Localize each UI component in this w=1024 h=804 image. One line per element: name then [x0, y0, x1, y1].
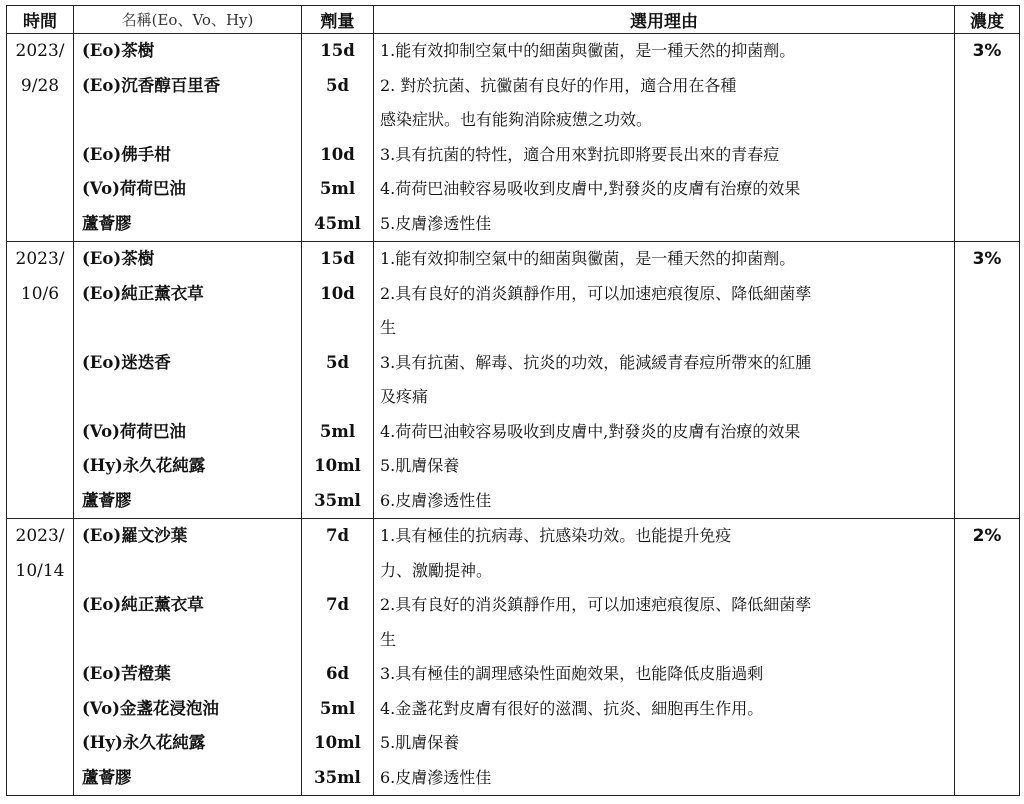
spacer-line: [74, 311, 301, 346]
ingredient-name: (Vo)金盞花浸泡油: [82, 698, 219, 718]
reason-line: 生: [380, 629, 397, 649]
ingredient-dose: 10d: [320, 144, 355, 164]
reason-line: 及疼痛: [380, 387, 429, 406]
spacer-line: [74, 554, 301, 589]
ingredient-name: (Eo)純正薰衣草: [82, 283, 204, 303]
date-line: 2023/: [15, 249, 65, 269]
reason-cell: [374, 34, 955, 242]
name-cell: [74, 242, 302, 519]
reason-line: 4.荷荷巴油較容易吸收到皮膚中,對發炎的皮膚有治療的效果: [380, 421, 801, 441]
header-time: 時間: [7, 6, 74, 34]
spacer-line: [302, 103, 373, 138]
ingredient-dose: 45ml: [314, 213, 361, 233]
concentration-value: 3%: [972, 249, 1002, 269]
ingredient-name: (Hy)永久花純露: [82, 733, 206, 752]
header-concentration: 濃度: [955, 6, 1020, 34]
reason-line: 感染症狀。也有能夠消除疲憊之功效。: [380, 110, 653, 129]
ingredient-name: (Hy)永久花純露: [82, 456, 206, 475]
date-cell: [7, 242, 74, 519]
ingredient-name: (Eo)沉香醇百里香: [82, 75, 221, 95]
ingredient-name: 蘆薈膠: [82, 213, 132, 233]
ingredient-dose: 15d: [320, 41, 355, 60]
date-cell: [7, 34, 74, 242]
ingredient-dose: 5d: [325, 352, 350, 372]
ingredient-name: (Eo)苦橙葉: [82, 664, 171, 683]
spacer-line: [302, 554, 373, 589]
ingredient-dose: 15d: [320, 249, 355, 268]
ingredient-name: (Vo)荷荷巴油: [82, 421, 186, 441]
reason-line: 4.金盞花對皮膚有很好的滋潤、抗炎、細胞再生作用。: [380, 698, 764, 718]
name-cell: [74, 34, 302, 242]
date-line: 2023/: [15, 41, 65, 61]
concentration-cell: [955, 34, 1020, 242]
ingredient-name: (Eo)茶樹: [82, 249, 155, 268]
ingredient-dose: 6d: [325, 664, 350, 683]
recipe-group-row: [7, 519, 1020, 796]
name-cell: [74, 519, 302, 796]
dose-cell: [302, 242, 374, 519]
reason-line: 3.具有抗菌、解毒、抗炎的功效，能減緩青春痘所帶來的紅腫: [380, 352, 812, 372]
reason-line: 1.能有效抑制空氣中的細菌與黴菌，是一種天然的抑菌劑。: [380, 41, 796, 60]
reason-line: 力、激勵提神。: [380, 560, 493, 580]
header-dose: 劑量: [302, 6, 374, 34]
ingredient-dose: 35ml: [314, 490, 361, 510]
dose-cell: [302, 34, 374, 242]
reason-line: 3.具有極佳的調理感染性面皰效果，也能降低皮脂過剩: [380, 664, 764, 683]
reason-line: 3.具有抗菌的特性，適合用來對抗即將要長出來的青春痘: [380, 144, 780, 164]
ingredient-dose: 5d: [325, 75, 350, 95]
ingredient-dose: 10d: [320, 283, 355, 303]
ingredient-name: (Eo)佛手柑: [82, 144, 171, 164]
recipe-group-row: [7, 34, 1020, 242]
date-line: 10/14: [15, 560, 65, 581]
reason-line: 生: [380, 318, 397, 337]
date-line: 10/6: [20, 283, 60, 304]
reason-line: 5.肌膚保養: [380, 733, 460, 752]
reason-line: 2.具有良好的消炎鎮靜作用，可以加速疤痕復原、降低細菌孳: [380, 595, 812, 614]
ingredient-name: 蘆薈膠: [82, 767, 132, 787]
spacer-line: [74, 623, 301, 658]
spacer-line: [302, 311, 373, 346]
reason-line: 1.能有效抑制空氣中的細菌與黴菌，是一種天然的抑菌劑。: [380, 249, 796, 268]
ingredient-name: (Eo)茶樹: [82, 41, 155, 60]
reason-line: 5.肌膚保養: [380, 456, 460, 475]
reason-line: 6.皮膚滲透性佳: [380, 767, 492, 787]
ingredient-dose: 5ml: [319, 179, 356, 198]
ingredient-dose: 7d: [325, 526, 350, 545]
dose-cell: [302, 519, 374, 796]
concentration-cell: [955, 519, 1020, 796]
ingredient-dose: 7d: [325, 595, 350, 614]
ingredient-dose: 10ml: [314, 733, 361, 752]
reason-line: 4.荷荷巴油較容易吸收到皮膚中,對發炎的皮膚有治療的效果: [380, 179, 801, 198]
date-cell: [7, 519, 74, 796]
reason-line: 5.皮膚滲透性佳: [380, 213, 492, 233]
header-row: [7, 6, 1020, 34]
header-reason: 選用理由: [374, 6, 955, 34]
header-name: 名稱(Eo、Vo、Hy): [74, 6, 302, 34]
concentration-cell: [955, 242, 1020, 519]
spacer-line: [74, 103, 301, 138]
reason-line: 6.皮膚滲透性佳: [380, 490, 492, 510]
date-line: 9/28: [20, 75, 60, 96]
date-line: 2023/: [15, 526, 65, 546]
reason-line: 2. 對於抗菌、抗黴菌有良好的作用，適合用在各種: [380, 75, 737, 95]
ingredient-name: (Eo)羅文沙葉: [82, 526, 188, 545]
ingredient-dose: 5ml: [319, 698, 356, 718]
ingredient-name: 蘆薈膠: [82, 490, 132, 510]
recipe-group-row: [7, 242, 1020, 519]
ingredient-name: (Vo)荷荷巴油: [82, 179, 186, 198]
ingredient-dose: 5ml: [319, 421, 356, 441]
concentration-value: 2%: [972, 526, 1002, 546]
ingredient-dose: 35ml: [314, 767, 361, 787]
ingredient-name: (Eo)純正薰衣草: [82, 595, 204, 614]
spacer-line: [74, 380, 301, 415]
reason-line: 2.具有良好的消炎鎮靜作用，可以加速疤痕復原、降低細菌孳: [380, 283, 812, 303]
ingredient-dose: 10ml: [314, 456, 361, 475]
reason-cell: [374, 519, 955, 796]
reason-cell: [374, 242, 955, 519]
spacer-line: [302, 380, 373, 415]
recipe-table: [6, 5, 1020, 796]
concentration-value: 3%: [972, 41, 1002, 61]
spacer-line: [302, 623, 373, 658]
reason-line: 1.具有極佳的抗病毒、抗感染功效。也能提升免疫: [380, 526, 732, 545]
ingredient-name: (Eo)迷迭香: [82, 352, 171, 372]
